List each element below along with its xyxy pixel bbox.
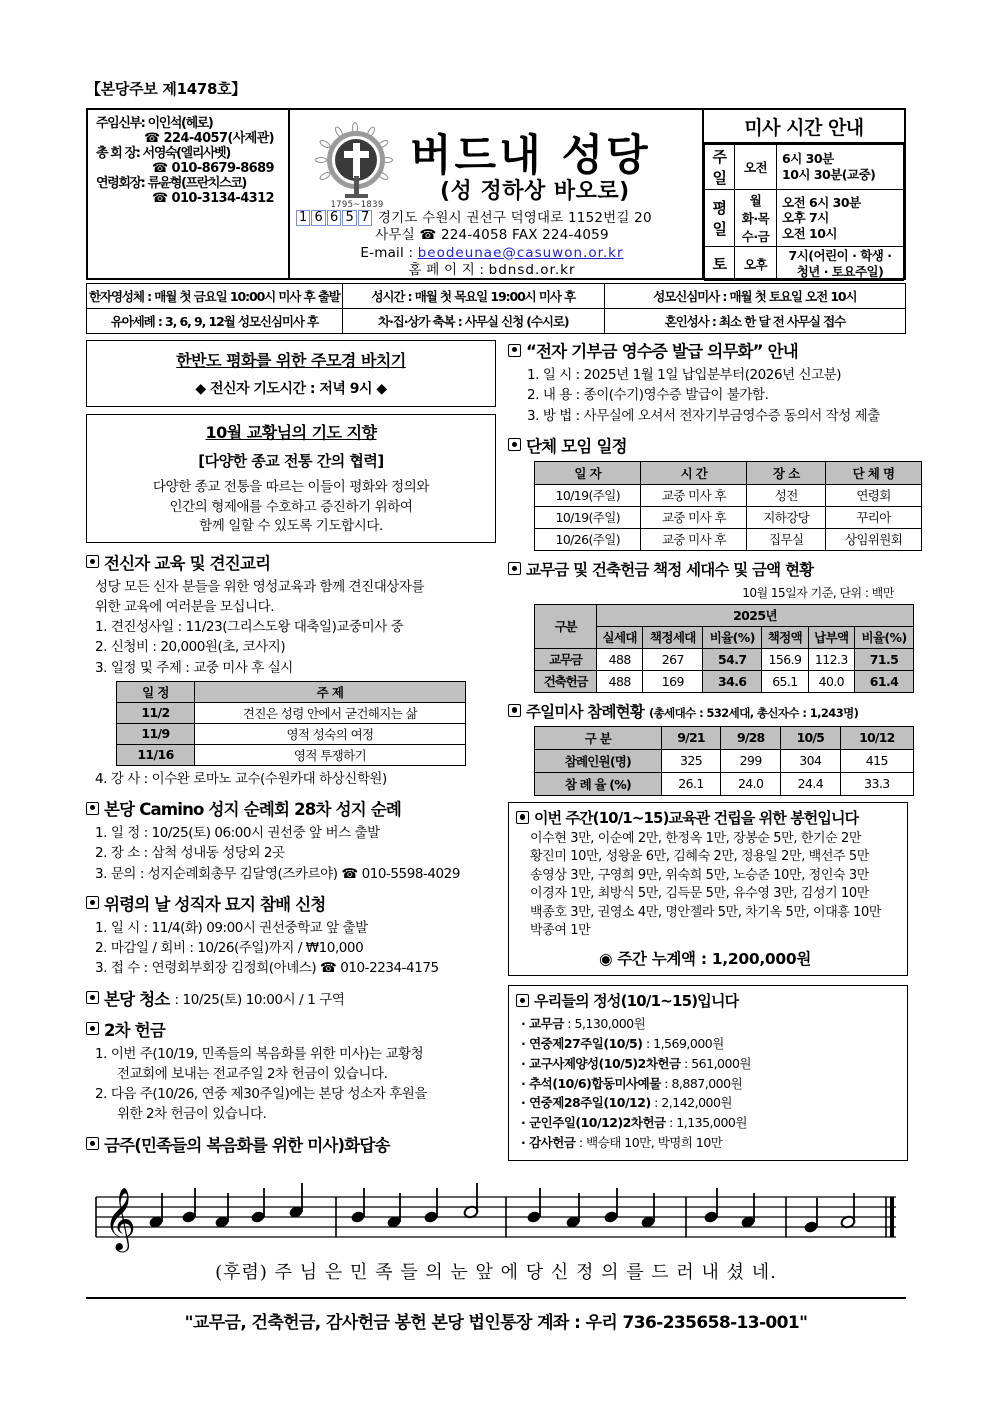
education-schedule-table	[116, 681, 466, 766]
donation-line: 이경자 1만, 최방식 5만, 김득문 5만, 유수영 3만, 김성기 10만	[530, 886, 869, 902]
table-row	[535, 506, 922, 528]
responsorial-lyrics: (후렴) 주 님 은 민 족 들 의 눈 앞 에 당 신 정 의 를 드 러 내 셨 네.	[215, 1262, 777, 1283]
cemetery-item: 3. 접 수 : 연령회부회장 김정희(아녜스) ☎ 010-2234-4175	[95, 960, 439, 977]
attendance-heading-text: 주일미사 참례현황	[526, 702, 644, 721]
camino-heading	[86, 796, 496, 820]
second-offering-item: 전교회에 보내는 전교주일 2차 헌금이 있습니다.	[117, 1065, 388, 1082]
cell-time: 교중 미사 후	[641, 528, 747, 550]
offering-label: · 감사헌금	[521, 1134, 576, 1150]
col-header-date: 일 자	[535, 461, 641, 484]
table-row	[535, 648, 914, 670]
table-row	[535, 528, 922, 550]
homepage-label: 홈 페 이 지 :	[408, 261, 489, 278]
col-header-time: 시 간	[641, 461, 747, 484]
section-bullet-icon	[516, 811, 529, 824]
pope-intention-title: 10월 교황님의 기도 지향	[205, 423, 377, 442]
donation-line: 박종여 1만	[530, 923, 591, 939]
cell-date: 10/19(주일)	[535, 484, 641, 506]
table-row	[535, 749, 914, 772]
cell-date: 11/16	[117, 744, 195, 765]
finance-row-label: 건축헌금	[535, 670, 597, 692]
finance-corner-label: 구분	[535, 604, 597, 648]
footer-divider	[86, 1297, 906, 1299]
table-row	[535, 484, 922, 506]
cell-place: 성전	[747, 484, 826, 506]
section-attendance	[508, 700, 908, 796]
col-header-date-2: 9/28	[721, 726, 781, 749]
mass-day-weekday: 평 일	[705, 190, 735, 247]
section-meetings	[508, 433, 908, 551]
offering-label: · 군인주일(10/12)2차헌금	[521, 1115, 666, 1131]
contact-row-yeonryeong: 연령회장: 류윤형(프란치스코)	[96, 176, 246, 192]
mass-times-weekday: 오전 6시 30분 오후 7시 오전 10시	[777, 190, 904, 247]
cell-date: 10/19(주일)	[535, 506, 641, 528]
contact-row-pastor: 주임신부: 이인석(헤로)	[96, 116, 213, 131]
attendance-cell: 24.0	[721, 772, 781, 795]
attendance-cell: 415	[840, 749, 913, 772]
receipt-item: 3. 방 법 : 사무실에 오셔서 전자기부금영수증 동의서 작성 제출	[527, 407, 880, 424]
col-header-date-3: 10/5	[781, 726, 841, 749]
offering-item	[516, 1133, 900, 1153]
pope-intention-line: 인간의 형제애를 수호하고 증진하기 위하여	[169, 498, 413, 515]
mass-period-weekday: 월 화·목 수·금	[735, 190, 777, 247]
second-offering-item: 2. 다음 주(10/26, 연중 제30주일)에는 본당 성소자 후원을	[95, 1086, 427, 1103]
offering-value: : 5,130,000원	[563, 1016, 646, 1032]
finance-cell: 65.1	[762, 670, 808, 692]
zip-digit: 7	[358, 210, 372, 226]
col-header-date: 일 정	[117, 681, 195, 702]
address-line	[296, 210, 708, 227]
donation-line: 백종호 3만, 권영소 4만, 명안젤라 5만, 차기옥 5만, 이대흥 10만	[530, 904, 882, 920]
pope-intention-line: 다양한 종교 전통을 따르는 이들이 평화와 정의와	[152, 479, 430, 495]
pope-intention-body	[93, 478, 489, 537]
section-responsorial	[86, 1132, 496, 1156]
attendance-cell: 24.4	[781, 772, 841, 795]
meetings-heading	[508, 433, 908, 457]
col-header-actual-households: 실세대	[597, 626, 643, 648]
offering-item	[516, 1074, 900, 1094]
info-strip-row-2	[87, 309, 906, 334]
receipt-heading-text: “전자 기부금 영수증 발급 의무화” 안내	[526, 342, 798, 361]
note-group	[148, 1183, 856, 1234]
homepage-address[interactable]: bdnsd.or.kr	[488, 261, 576, 278]
email-row	[296, 245, 708, 262]
table-row	[117, 702, 466, 723]
second-offering-heading	[86, 1017, 496, 1041]
zip-digit: 5	[342, 210, 356, 226]
education-item: 3. 일정 및 주제 : 교중 미사 후 실시	[95, 659, 293, 676]
logo-year-label: 1795~1839	[330, 200, 384, 210]
cell-topic: 영적 성숙의 여정	[195, 723, 466, 744]
cell-group: 꾸리아	[826, 506, 922, 528]
responsorial-heading	[86, 1132, 496, 1156]
table-row	[117, 744, 466, 765]
homepage-row	[296, 262, 708, 279]
finance-cell: 267	[643, 648, 703, 670]
offering-label: · 추석(10/6)합동미사예물	[521, 1075, 661, 1091]
pope-intention-line: 함께 일할 수 있도록 기도합시다.	[199, 518, 383, 535]
col-header-paid-amount: 납부액	[808, 626, 854, 648]
offering-value: : 1,569,000원	[642, 1036, 724, 1052]
peace-prayer-title: 한반도 평화를 위한 주모경 바치기	[176, 351, 406, 370]
col-header-ratio-1: 비율(%)	[703, 626, 762, 648]
finance-cell: 488	[597, 648, 643, 670]
cleaning-heading	[86, 986, 496, 1010]
info-infant-baptism: 유아세례 : 3, 6, 9, 12월 성모신심미사 후	[87, 309, 343, 334]
email-address[interactable]: beodeunae@casuwon.or.kr	[417, 244, 624, 261]
cemetery-heading	[86, 891, 496, 915]
donation-box	[508, 802, 908, 977]
responsorial-heading-text: 금주(민족들의 복음화를 위한 미사)화답송	[104, 1135, 390, 1155]
attendance-subtext: (총세대수 : 532세대, 총신자수 : 1,243명)	[648, 705, 859, 720]
mass-day-saturday: 토	[705, 247, 735, 281]
mass-schedule-title: 미사 시간 안내	[704, 110, 904, 144]
section-cemetery	[86, 891, 496, 979]
education-heading-text: 전신자 교육 및 견진교리	[104, 553, 271, 573]
camino-item: 3. 문의 : 성지순례회총무 김달영(즈카르야) ☎ 010-5598-4029	[95, 865, 460, 882]
email-label: E-mail :	[360, 244, 418, 261]
section-bullet-icon	[508, 704, 521, 717]
education-item: 1. 견진성사일 : 11/23(그리스도왕 대축일)교중미사 중	[95, 619, 404, 636]
mass-row-weekday	[705, 190, 904, 247]
info-holy-hour: 성시간 : 매월 첫 목요일 19:00시 미사 후	[342, 284, 604, 309]
section-bullet-icon	[86, 555, 99, 568]
finance-cell: 112.3	[808, 648, 854, 670]
mass-schedule-table	[704, 144, 904, 281]
col-header-date-4: 10/12	[840, 726, 913, 749]
mass-period-saturday: 오후	[735, 247, 777, 281]
second-offering-item: 1. 이번 주(10/19, 민족들의 복음화를 위한 미사)는 교황청	[95, 1045, 424, 1062]
finance-cell: 169	[643, 670, 703, 692]
cell-time: 교중 미사 후	[641, 506, 747, 528]
donation-heading-text: 이번 주간(10/1~15)교육관 건립을 위한 봉헌입니다	[534, 808, 859, 827]
education-item: 2. 신청비 : 20,000원(초, 코사지)	[95, 639, 286, 656]
mass-day-sunday: 주 일	[705, 145, 735, 190]
offering-label: · 교구사제양성(10/5)2차헌금	[521, 1055, 681, 1071]
second-offering-item: 위한 2차 헌금이 있습니다.	[117, 1106, 267, 1123]
masthead	[86, 108, 906, 280]
finance-cell-ratio: 71.5	[855, 648, 914, 670]
zip-code	[296, 210, 373, 226]
finance-cell-ratio: 34.6	[703, 670, 762, 692]
offering-box	[508, 985, 908, 1160]
attendance-cell: 325	[661, 749, 721, 772]
offering-heading	[516, 990, 900, 1011]
section-bullet-icon	[86, 1137, 99, 1150]
attendance-row-label: 참례인원(명)	[535, 749, 662, 772]
offering-value: : 561,000원	[680, 1055, 751, 1071]
col-header-assigned-households: 책정세대	[643, 626, 703, 648]
meetings-heading-text: 단체 모임 일정	[526, 436, 627, 456]
section-cleaning	[86, 986, 496, 1010]
address-text: 경기도 수원시 권선구 덕영대로 1152번길 20	[377, 210, 652, 226]
donation-total: ◉ 주간 누계액 : 1,200,000원	[598, 950, 812, 969]
donation-line: 송영상 3만, 구영희 9만, 위숙희 5만, 노승준 10만, 정인숙 3만	[530, 867, 869, 883]
section-bullet-icon	[86, 802, 99, 815]
donation-heading	[516, 807, 900, 828]
col-header-date-1: 9/21	[661, 726, 721, 749]
offering-value: : 2,142,000원	[650, 1095, 733, 1111]
left-column	[86, 340, 496, 1159]
contact-role-president: 총 회 장	[96, 146, 136, 162]
section-camino	[86, 796, 496, 884]
right-column	[508, 338, 908, 1161]
col-header-place: 장 소	[747, 461, 826, 484]
section-bullet-icon	[508, 438, 521, 451]
attendance-cell: 299	[721, 749, 781, 772]
education-intro-line: 위한 교육에 여러분을 모십니다.	[95, 598, 275, 615]
mass-times-sunday: 6시 30분 10시 30분(교중)	[777, 145, 904, 190]
table-row	[535, 670, 914, 692]
cell-time: 교중 미사 후	[641, 484, 747, 506]
info-first-friday: 한자영성체 : 매월 첫 금요일 10:00시 미사 후 출발	[87, 284, 343, 309]
finance-cell-ratio: 61.4	[855, 670, 914, 692]
offering-item	[516, 1034, 900, 1054]
section-bullet-icon	[86, 1022, 99, 1035]
info-marian-mass: 성모신심미사 : 매월 첫 토요일 오전 10시	[604, 284, 905, 309]
table-row	[117, 723, 466, 744]
contact-row-president: 총 회 장: 서영숙(엘리사벳)	[96, 146, 230, 162]
cell-date: 10/26(주일)	[535, 528, 641, 550]
contact-phone-yeonryeong: ☎ 010-3134-4312	[151, 191, 274, 207]
finance-heading-text: 교무금 및 건축헌금 책정 세대수 및 금액 현황	[526, 560, 814, 579]
contact-role-pastor: 주임신부	[96, 116, 141, 131]
cell-topic: 견진은 성령 안에서 굳건해지는 삶	[195, 702, 466, 723]
offering-label: · 연중제27주일(10/5)	[521, 1036, 643, 1052]
col-header-topic: 주 제	[195, 681, 466, 702]
offering-item	[516, 1093, 900, 1113]
col-header-category: 구 분	[535, 726, 662, 749]
offering-heading-text: 우리들의 정성(10/1~15)입니다	[534, 992, 739, 1011]
contact-role-yeonryeong: 연령회장	[96, 176, 141, 192]
camino-item: 1. 일 정 : 10/25(토) 06:00시 권선중 앞 버스 출발	[95, 825, 380, 842]
finance-cell: 488	[597, 670, 643, 692]
attendance-heading	[508, 700, 908, 722]
zip-digit: 6	[311, 210, 325, 226]
mass-row-saturday	[705, 247, 904, 281]
church-subtitle: (성 정하상 바오로)	[440, 179, 630, 204]
receipt-item: 2. 내 용 : 종이(수기)영수증 발급이 불가함.	[527, 387, 769, 404]
info-blessing: 차·집·상가 축복 : 사무실 신청 (수시로)	[342, 309, 604, 334]
church-address-block	[296, 210, 708, 279]
treble-clef-icon: 𝄞	[104, 1187, 136, 1250]
receipt-heading	[508, 338, 908, 362]
cell-date: 11/9	[117, 723, 195, 744]
offering-value: : 8,887,000원	[660, 1075, 743, 1091]
footer-account-info: "교무금, 건축헌금, 감사헌금 봉헌 본당 법인통장 계좌 : 우리 736-235658-13-001"	[184, 1313, 808, 1333]
contact-phone-president: ☎ 010-8679-8689	[151, 161, 274, 177]
church-name: 버드내 성당	[410, 131, 651, 181]
cemetery-item: 2. 마감일 / 회비 : 10/26(주일)까지 / ₩10,000	[95, 940, 364, 957]
mass-period-sunday: 오전	[735, 145, 777, 190]
mass-row-sunday	[705, 145, 904, 190]
col-header-ratio-2: 비율(%)	[855, 626, 914, 648]
cemetery-item: 1. 일 시 : 11/4(화) 09:00시 권선중학교 앞 출발	[95, 919, 368, 936]
col-header-assigned-amount: 책정액	[762, 626, 808, 648]
finance-cell: 156.9	[762, 648, 808, 670]
section-bullet-icon	[86, 991, 99, 1004]
offering-value: : 백승태 10만, 박명희 10만	[575, 1134, 723, 1150]
attendance-cell: 304	[781, 749, 841, 772]
section-second-offering	[86, 1017, 496, 1125]
contact-name-pastor: 이인석(헤로)	[147, 116, 213, 131]
finance-row-label: 교무금	[535, 648, 597, 670]
cell-topic: 영적 투쟁하기	[195, 744, 466, 765]
contact-name-president: 서영숙(엘리사벳)	[142, 146, 230, 162]
pope-intention-subtitle: [다양한 종교 전통 간의 협력]	[198, 452, 384, 470]
offering-item	[516, 1014, 900, 1034]
offering-label: · 교무금	[521, 1016, 564, 1032]
section-bullet-icon	[508, 344, 521, 357]
cell-place: 지하강당	[747, 506, 826, 528]
table-header-row	[535, 726, 914, 749]
church-logo-icon	[314, 126, 400, 212]
finance-year-header: 2025년	[597, 604, 914, 626]
info-strip-row-1	[87, 284, 906, 309]
offering-item	[516, 1054, 900, 1074]
camino-heading-text: 본당 Camino 성지 순례회 28차 성지 순례	[104, 800, 402, 820]
table-header-row-year	[535, 604, 914, 626]
pope-intention-box	[86, 414, 496, 543]
cemetery-heading-text: 위령의 날 성직자 묘지 참배 신청	[104, 894, 326, 914]
table-header-row	[117, 681, 466, 702]
education-intro-line: 성당 모든 신자 분들을 위한 영성교육과 함께 견진대상자를	[95, 578, 425, 595]
table-row	[535, 772, 914, 795]
zip-digit: 6	[327, 210, 341, 226]
peace-prayer-box	[86, 340, 496, 407]
cell-place: 집무실	[747, 528, 826, 550]
meetings-table	[534, 461, 922, 551]
section-receipt	[508, 338, 908, 426]
sacrament-info-strip	[86, 283, 906, 334]
zip-digit: 1	[296, 210, 310, 226]
education-heading	[86, 550, 496, 574]
cell-group: 상임위원회	[826, 528, 922, 550]
table-header-row	[535, 461, 922, 484]
camino-item: 2. 장 소 : 삼척 성내동 성당외 2곳	[95, 845, 285, 862]
cleaning-detail: : 10/25(토) 10:00시 / 1 구역	[174, 991, 345, 1008]
cleaning-heading-text: 본당 청소	[104, 989, 170, 1009]
education-lecturer: 4. 강 사 : 이수완 로마노 교수(수원카대 하상신학원)	[95, 770, 387, 787]
bulletin-number: 【본당주보 제1478호】	[86, 80, 247, 98]
info-marriage: 혼인성사 : 최소 한 달 전 사무실 접수	[604, 309, 905, 334]
section-finance	[508, 558, 908, 693]
church-identity	[290, 110, 704, 278]
section-bullet-icon	[86, 896, 99, 909]
contact-block	[88, 110, 290, 278]
receipt-item: 1. 일 시 : 2025년 1월 1일 납입분부터(2026년 신고분)	[527, 367, 842, 383]
contact-phone-pastor: ☎ 224-4057(사제관)	[144, 131, 274, 147]
mass-times-saturday: 7시(어린이 · 학생 · 청년 · 토요주일)	[777, 247, 904, 281]
attendance-row-label: 참 례 율 (%)	[535, 772, 662, 795]
cell-group: 연령회	[826, 484, 922, 506]
finance-table	[534, 604, 914, 693]
finance-heading	[508, 558, 908, 580]
attendance-table	[534, 726, 914, 796]
section-bullet-icon	[516, 994, 529, 1007]
offering-value: : 1,135,000원	[665, 1115, 747, 1131]
col-header-group: 단 체 명	[826, 461, 922, 484]
offering-item	[516, 1113, 900, 1133]
finance-note: 10월 15일자 기준, 단위 : 백만	[742, 585, 894, 600]
mass-schedule-panel	[704, 110, 904, 278]
peace-prayer-time: ◆ 전신자 기도시간 : 저녁 9시 ◆	[195, 381, 387, 397]
contact-name-yeonryeong: 류윤형(프란치스코)	[147, 176, 246, 192]
finance-cell: 40.0	[808, 670, 854, 692]
offering-label: · 연중제28주일(10/12)	[521, 1095, 651, 1111]
cell-date: 11/2	[117, 702, 195, 723]
donation-line: 이수현 3만, 이순예 2만, 한정옥 1만, 장봉순 5만, 한기순 2만	[530, 830, 862, 846]
attendance-cell: 26.1	[661, 772, 721, 795]
section-bullet-icon	[508, 562, 521, 575]
second-offering-heading-text: 2차 헌금	[104, 1020, 166, 1040]
finance-cell-ratio: 54.7	[703, 648, 762, 670]
office-phone: 사무실 ☎ 224-4058 FAX 224-4059	[375, 227, 609, 244]
section-education	[86, 550, 496, 790]
attendance-cell: 33.3	[840, 772, 913, 795]
donation-line: 황진미 10만, 성왕윤 6만, 김혜숙 2만, 정용일 2만, 백선주 5만	[530, 849, 869, 865]
